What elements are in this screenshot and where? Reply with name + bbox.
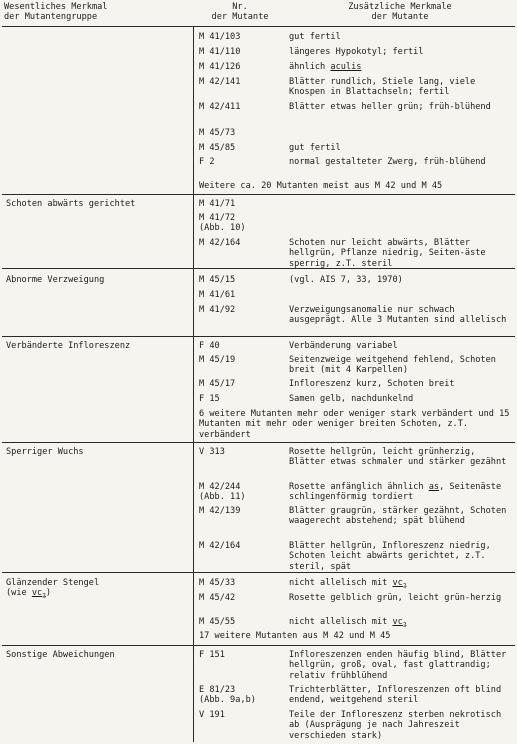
mutant-number: F 151 [199, 650, 225, 660]
mutant-number: V 313 [199, 447, 225, 457]
mutant-description: Blätter hellgrün, Infloreszenz niedrig, Schoten leicht abwärts gerichtet, z.T. steril, spät [289, 541, 496, 572]
mutant-number: M 45/17 [199, 379, 236, 389]
header-text: der Mutante [211, 12, 269, 23]
mutant-number: M 41/92 [199, 305, 236, 315]
mutant-description: ähnlich aculis [289, 62, 362, 72]
mutant-description: Rosette gelblich grün, leicht grün-herzig [289, 593, 502, 603]
group-footer-note: Weitere ca. 20 Mutanten meist aus M 42 und M 45 [199, 181, 443, 191]
column-divider [193, 26, 194, 742]
mutant-number: F 40 [199, 341, 220, 351]
group-name: Abnorme Verzweigung [6, 275, 105, 285]
mutant-number: M 45/15 [199, 275, 236, 285]
mutant-number: M 42/141 [199, 77, 241, 87]
mutant-description: Rosette hellgrün, leicht grünherzig, Blätter etwas schmaler und stärker gezähnt [289, 447, 507, 468]
mutant-number: E 81/23 (Abb. 9a,b) [199, 685, 256, 706]
header-col-mutant-group [4, 2, 184, 23]
mutant-number: M 41/72 (Abb. 10) [199, 213, 246, 234]
mutant-description: (vgl. AIS 7, 33, 1970) [289, 275, 403, 285]
mutant-description: Infloreszenzen enden häufig blind, Blätter hellgrün, groß, oval, fast glattrandig; relativ frühblühend [289, 650, 512, 681]
group-divider [2, 645, 515, 646]
group-name: Glänzender Stengel (wie $vc_2$) [6, 578, 100, 601]
mutant-number: M 42/164 [199, 238, 241, 248]
mutant-description: Verzweigungsanomalie nur schwach ausgeprägt. Alle 3 Mutanten sind allelisch [289, 305, 507, 326]
mutant-description: Rosette anfänglich ähnlich as, Seitenäste schlingenförmig tordiert [289, 482, 507, 503]
mutant-description: Samen gelb, nachdunkelnd [289, 394, 414, 404]
header-text: Wesentliches Merkmal [4, 2, 108, 12]
mutant-number: M 45/33 [199, 578, 236, 588]
header-text: Nr. [232, 2, 248, 12]
group-footer-note: 17 weitere Mutanten aus M 42 und M 45 [199, 631, 391, 641]
mutant-description: Blätter etwas heller grün; früh-blühend [289, 102, 491, 112]
mutant-number: M 42/164 [199, 541, 241, 551]
header-col-mutant-number [200, 2, 280, 23]
group-name: Sperriger Wuchs [6, 447, 84, 457]
mutant-description: gut fertil [289, 143, 341, 153]
group-divider [2, 194, 515, 195]
mutant-number: M 45/42 [199, 593, 236, 603]
mutant-number: M 41/71 [199, 199, 236, 209]
mutant-number: M 42/139 [199, 506, 241, 516]
mutant-description: Teile der Infloreszenz sterben nekrotisch ab (Ausprägung je nach Jahreszeit verschieden stark) [289, 710, 507, 741]
mutant-number: M 41/61 [199, 290, 236, 300]
mutant-number: M 41/110 [199, 47, 241, 57]
mutant-description: Blätter rundlich, Stiele lang, viele Knospen in Blattachseln; fertil [289, 77, 481, 98]
mutant-description: Blätter graugrün, stärker gezähnt, Schoten waagerecht abstehend; spät blühend [289, 506, 512, 527]
mutant-number: F 2 [199, 157, 215, 167]
header-text: der Mutante [371, 12, 429, 23]
mutant-number: M 41/126 [199, 62, 241, 72]
group-divider [2, 572, 515, 573]
mutant-number: M 45/73 [199, 128, 236, 138]
mutant-description: Schoten nur leicht abwärts, Blätter hellgrün, Pflanze niedrig, Seiten-äste sperrig, z.T. steril [289, 238, 491, 269]
mutant-number: V 191 [199, 710, 225, 720]
mutant-description: nicht allelisch mit $vc_2$ [289, 617, 407, 629]
mutant-number: F 15 [199, 394, 220, 404]
group-footer-note: 6 weitere Mutanten mehr oder weniger stark verbändert und 15 Mutanten mit mehr oder weniger breiten Schoten, z.T. verbändert [199, 409, 515, 440]
mutant-description: längeres Hypokotyl; fertil [289, 47, 424, 57]
mutant-description: Seitenzweige weitgehend fehlend, Schoten breit (mit 4 Karpellen) [289, 355, 502, 376]
mutant-description: gut fertil [289, 32, 341, 42]
group-name: Verbänderte Infloreszenz [6, 341, 131, 351]
mutant-number: M 45/19 [199, 355, 236, 365]
group-divider [2, 336, 515, 337]
header-text: der Mutantengruppe [4, 12, 98, 23]
group-name: Schoten abwärts gerichtet [6, 199, 136, 209]
mutant-description: Trichterblätter, Infloreszenzen oft blind endend, weitgehend steril [289, 685, 507, 706]
group-name: Sonstige Abweichungen [6, 650, 115, 660]
mutant-description: nicht allelisch mit $vc_2$ [289, 578, 407, 590]
header-text: Zusätzliche Merkmale [348, 2, 452, 12]
mutant-number: M 42/411 [199, 102, 241, 112]
mutant-description: Infloreszenz kurz, Schoten breit [289, 379, 455, 389]
mutant-description: Verbänderung variabel [289, 341, 398, 351]
header-rule [2, 26, 515, 27]
group-divider [2, 442, 515, 443]
header-col-additional-features [300, 2, 500, 23]
group-divider [2, 268, 515, 269]
mutant-description: normal gestalteter Zwerg, früh-blühend [289, 157, 486, 167]
mutant-number: M 41/103 [199, 32, 241, 42]
mutant-number: M 42/244 (Abb. 11) [199, 482, 246, 503]
mutant-number: M 45/55 [199, 617, 236, 627]
mutant-number: M 45/85 [199, 143, 236, 153]
